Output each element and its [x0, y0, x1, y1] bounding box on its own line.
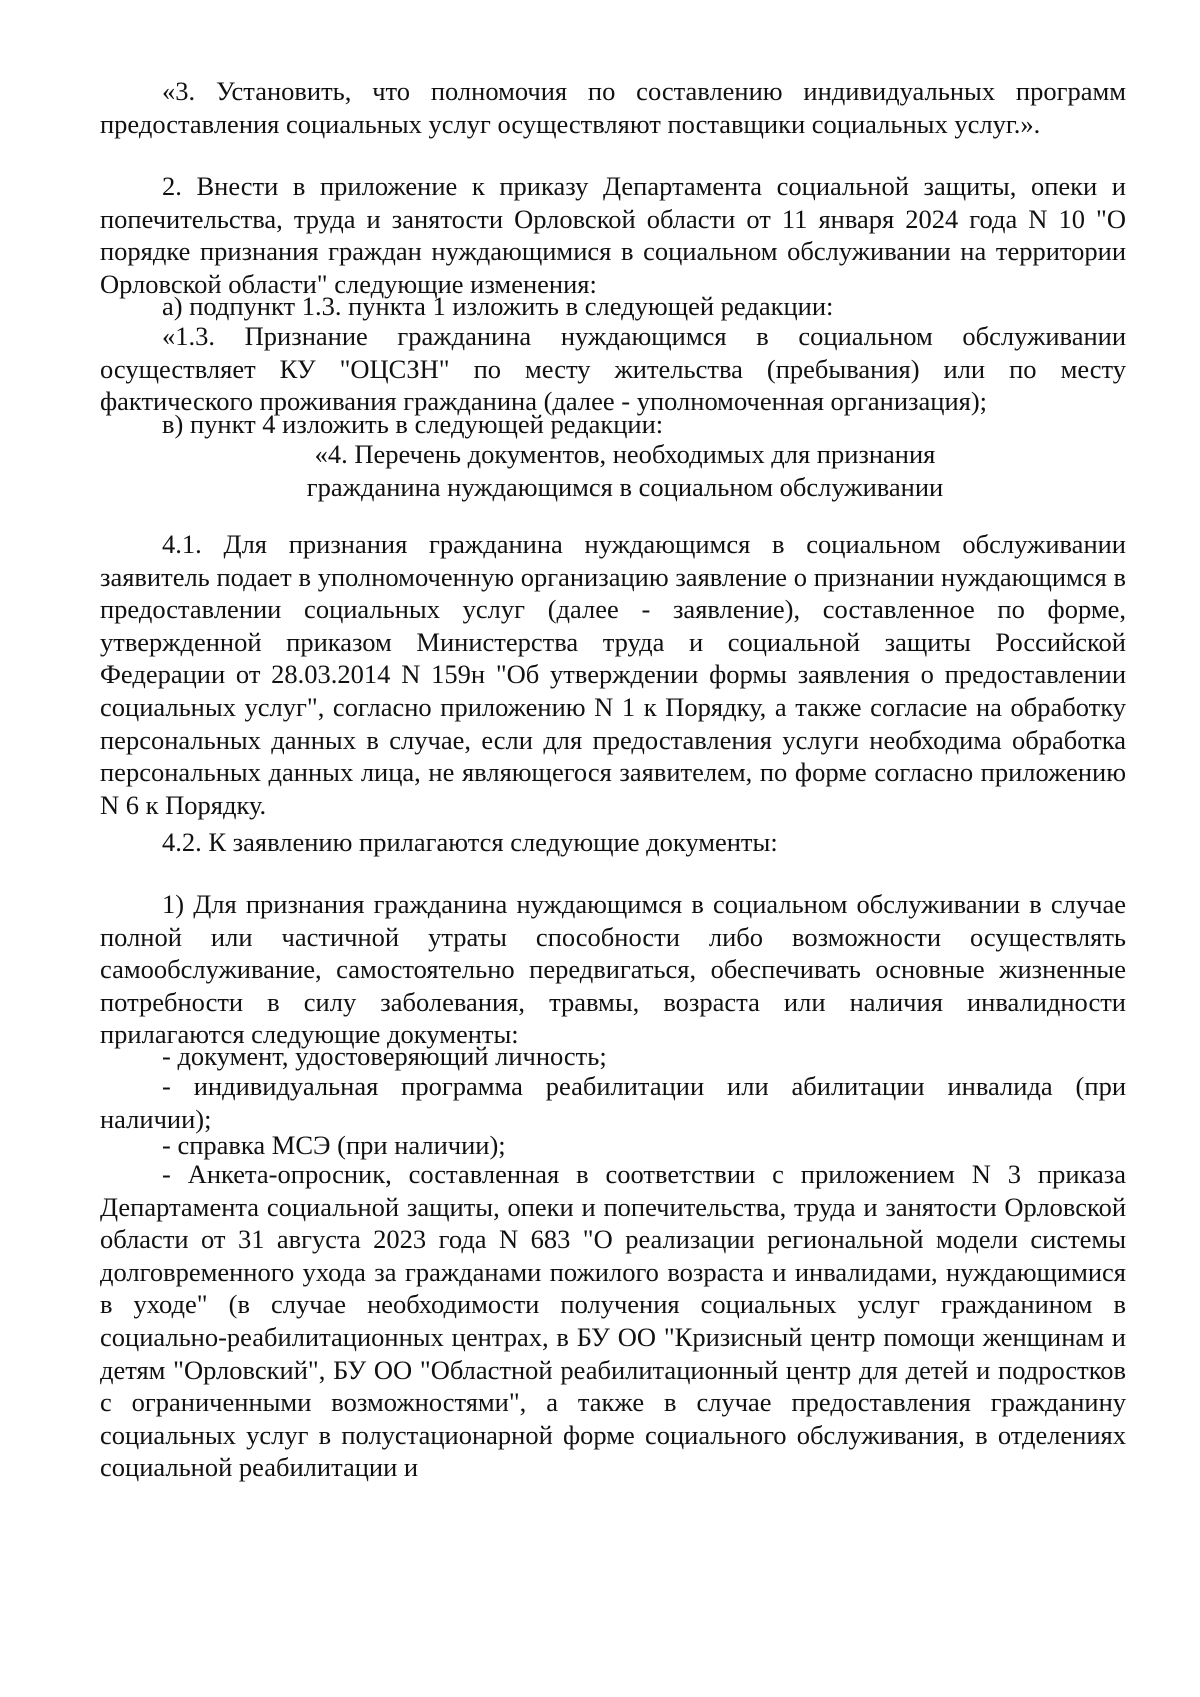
list-item-identity-document: - документ, удостоверяющий личность;	[162, 1041, 607, 1071]
paragraph-subitem-a: а) подпункт 1.3. пункта 1 изложить в следующей редакции:	[162, 291, 834, 321]
paragraph-item-3-text: «3. Установить, что полномочия по составлению индивидуальных программ предоставления социальных услуг осуществляют поставщики социальных услуг.».	[100, 76, 1126, 139]
paragraph-4-2: 4.2. К заявлению прилагаются следующие документы:	[162, 827, 778, 857]
paragraph-amend-appendix: 2. Внести в приложение к приказу Департамента социальной защиты, опеки и попечительства, труда и занятости Орловской области от 11 января 2024 года N 10 "О порядке признания граждан нуждающимися в социальном обслуживании на территории Орловской области" следующие изменения:	[100, 171, 1126, 299]
paragraph-item-1-3-text: «1.3. Признание гражданина нуждающимся в социальном обслуживании осуществляет КУ "ОЦСЗН" по месту жительства (пребывания) или по месту фактического проживания гражданина (далее - уполномоченная организация);	[100, 321, 1126, 417]
list-item-mse-certificate: - справка МСЭ (при наличии);	[162, 1130, 506, 1160]
paragraph-4-1: 4.1. Для признания гражданина нуждающимся в социальном обслуживании заявитель подает в уполномоченную организацию заявление о признании нуждающимся в предоставлении социальных услуг (далее - заявление), составленное по форме, утвержденной приказом Министерства труда и социальной защиты Российской Федерации от 28.03.2014 N 159н "Об утверждении формы заявления о предоставлении социальных услуг", согласно приложению N 1 к Порядку, а также согласие на обработку персональных данных в случае, если для предоставления услуги необходима обработка персональных данных лица, не являющегося заявителем, по форме согласно приложению N 6 к Порядку.	[100, 529, 1126, 820]
list-item-rehab-program: - индивидуальная программа реабилитации или абилитации инвалида (при наличии);	[100, 1071, 1126, 1134]
list-item-questionnaire: - Анкета-опросник, составленная в соответствии с приложением N 3 приказа Департамента социальной защиты, опеки и попечительства, труда и занятости Орловской области от 31 августа 2023 года N 683 "О реализации региональной модели системы долговременного ухода за гражданами пожилого возраста и инвалидами, нуждающимися в уходе" (в случае необходимости получения социальных услуг гражданином в социально-реабилитационных центрах, в БУ ОО "Кризисный центр помощи женщинам и детям "Орловский", БУ ОО "Областной реабилитационный центр для детей и подростков с ограниченными возможностями", а также в случае предоставления гражданину социальных услуг в полустационарной форме социального обслуживания, в отделениях социальной реабилитации и	[100, 1159, 1126, 1483]
section-4-heading: «4. Перечень документов, необходимых для признания гражданина нуждающимся в социальном обслуживании	[306, 439, 944, 502]
paragraph-4-2-1: 1) Для признания гражданина нуждающимся в социальном обслуживании в случае полной или частичной утраты способности либо возможности осуществлять самообслуживание, самостоятельно передвигаться, обеспечивать основные жизненные потребности в силу заболевания, травмы, возраста или наличия инвалидности прилагаются следующие документы:	[100, 889, 1126, 1050]
paragraph-subitem-v: в) пункт 4 изложить в следующей редакции:	[162, 409, 664, 439]
